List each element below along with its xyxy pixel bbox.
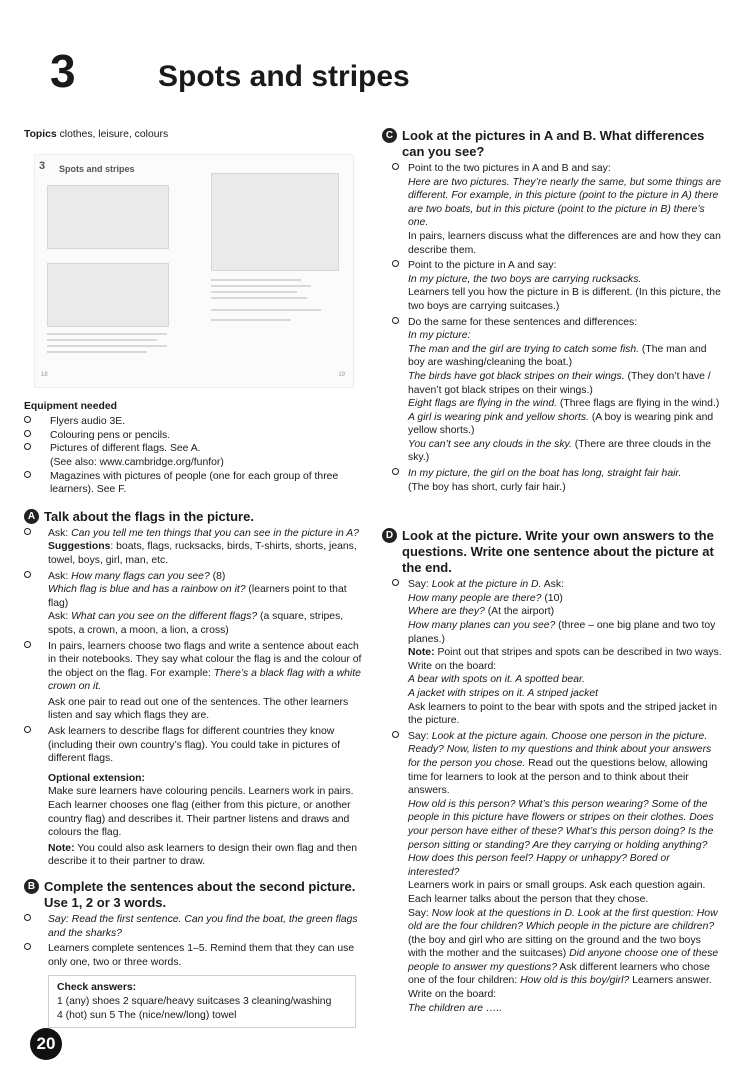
thumbnail-picture-b [47,263,169,327]
section-c-heading: C Look at the pictures in A and B. What differences can you see? [382,128,722,160]
equipment-item: Pictures of different flags. See A. (See also: www.cambridge.org/funfor) [24,442,364,469]
section-b-heading: B Complete the sentences about the second picture. Use 1, 2 or 3 words. [24,879,364,911]
section-d-item: Say: Look at the picture again. Choose one person in the picture. Ready? Now, listen to my questions and think about your answers for the person you chose. Read out the questions below, allowing time for learners to look at the person and to think about their answers. How old is this person? What’s this person wearing? Some of the people in this picture have flowers or stripes on their clothes. Does your person have either of these? What’s this person doing? Is the person sitting or standing? Are they carrying or holding anything? How does this person feel? Happy or unhappy? Bored or interested? Learners work in pairs or small groups. Ask each question again. Each learner talks about the person that they chose. Say: Now look at the questions in D. Look at the first question: How old are the four children? Which people in the picture are children? (the boy and girl who are sitting on the ground and the two boys with the mother and the suitcases) Did anyone choose one of these people to answer my questions? Ask different learners who chose one of the four children: How old is this boy/girl? Learners answer. Write on the board: The children are ….. [408,730,722,1015]
check-answers-line: 4 (hot) sun 5 The (nice/new/long) towel [57,1009,237,1021]
section-c-item: Point to the picture in A and say: In my picture, the two boys are carrying rucksacks. Learners tell you how the picture in B is different. (In this picture, the two boys are carrying suitcases.) [408,259,722,313]
section-d-heading: D Look at the picture. Write your own answers to the questions. Write one sentence about the picture at the end. [382,528,722,576]
section-b-badge: B [24,879,39,894]
thumbnail-title: Spots and stripes [59,163,135,174]
equipment-heading: Equipment needed [24,400,117,412]
section-a-item: In pairs, learners choose two flags and write a sentence about each in their notebooks. They say what colour the flag is and the colour of the object on the flag. For example: There’s a black flag with a white crown on it. Ask one pair to read out one of the sentences. The other learners listen and say which flags they are. [24,640,364,724]
page-number: 20 [30,1028,62,1060]
equipment-list [24,415,364,497]
thumbnail-right-page: 19 [338,372,345,378]
topics-text: clothes, leisure, colours [56,129,169,140]
section-b-item: Say: Read the first sentence. Can you find the boat, the green flags and the sharks? [24,913,364,940]
optional-extension-text: Make sure learners have colouring pencils. Learners work in pairs. Each learner chooses one flag (either from this picture, or another country flag) and describes it. Their partner listens and draws and colours the flag. [48,786,354,839]
section-d-badge: D [382,528,397,543]
section-b-item: Learners complete sentences 1–5. Remind them that they can use only one, two or three words. [24,942,364,969]
thumbnail-picture-d [211,173,339,271]
optional-extension-heading: Optional extension: [48,772,145,784]
check-answers-box [48,975,356,1028]
section-a-heading: A Talk about the flags in the picture. [24,509,364,525]
unit-number: 3 [50,45,75,97]
section-d-item: Say: Look at the picture in D. Ask: How many people are there? (10) Where are they? (At the airport) How many planes can you see? (three – one big plane and two toy planes.) Note: Point out that stripes and spots can be described in two ways. Write on the board: A bear with spots on it. A spotted bear. A jacket with stripes on it. A striped jacket Ask learners to point to the bear with spots and the striped jacket in the picture. [408,578,722,728]
topics-line [24,128,364,142]
equipment-item: Flyers audio 3E. [24,415,364,429]
section-a-badge: A [24,509,39,524]
section-c-item: In my picture, the girl on the boat has long, straight fair hair. (The boy has short, curly fair hair.) [408,467,722,494]
section-a-item: Ask: Can you tell me ten things that you can see in the picture in A? Suggestions: boats, flags, rucksacks, birds, T-shirts, shorts, jeans, towel, boys, girl, man, etc. [24,527,364,568]
section-a-item: Ask: How many flags can you see? (8) Which flag is blue and has a rainbow on it? (learners point to that flag) Ask: What can you see on the different flags? (a square, stripes, spots, a crown, a moon, a lion, a cross) [24,570,364,638]
check-answers-line: 1 (any) shoes 2 square/heavy suitcases 3 cleaning/washing [57,995,332,1007]
thumbnail-left-page: 18 [41,372,48,378]
thumbnail-unit-number: 3 [39,159,46,172]
section-a-note: Note: You could also ask learners to design their own flag and then describe it to their partner to draw. [48,842,358,868]
right-column [382,128,722,1015]
section-c-badge: C [382,128,397,143]
check-answers-heading: Check answers: [57,982,137,994]
section-c-item: Point to the two pictures in A and B and say: Here are two pictures. They’re nearly the same, but some things are different. For example, in this picture (point to the picture in A) there are two boats, but in this picture (point to the picture in B) there’s one. In pairs, learners discuss what the differences are and how they can describe them. [408,162,722,257]
unit-title: Spots and stripes [158,60,410,93]
student-book-thumbnail [34,154,354,388]
section-c-item: Do the same for these sentences and differences: In my picture: The man and the girl are trying to catch some fish. (The man and boy are washing/cleaning the boat.) The birds have got black stripes on their wings. (They don’t have / haven’t got black stripes on their wings.) Eight flags are flying in the wind. (Three flags are flying in the wind.) A girl is wearing pink and yellow shorts. (A boy is wearing pink and yellow shorts.) You can’t see any clouds in the sky. (There are three clouds in the sky.) [408,316,722,466]
equipment-item: Colouring pens or pencils. [24,429,364,443]
topics-label: Topics [24,129,57,140]
equipment-item: Magazines with pictures of people (one for each group of three learners). See F. [24,470,364,497]
thumbnail-picture-a [47,185,169,249]
left-column [24,128,364,1028]
section-a-item: Ask learners to describe flags for different countries they know (including their own country’s flag). You could take in pictures of different flags. [24,725,364,766]
